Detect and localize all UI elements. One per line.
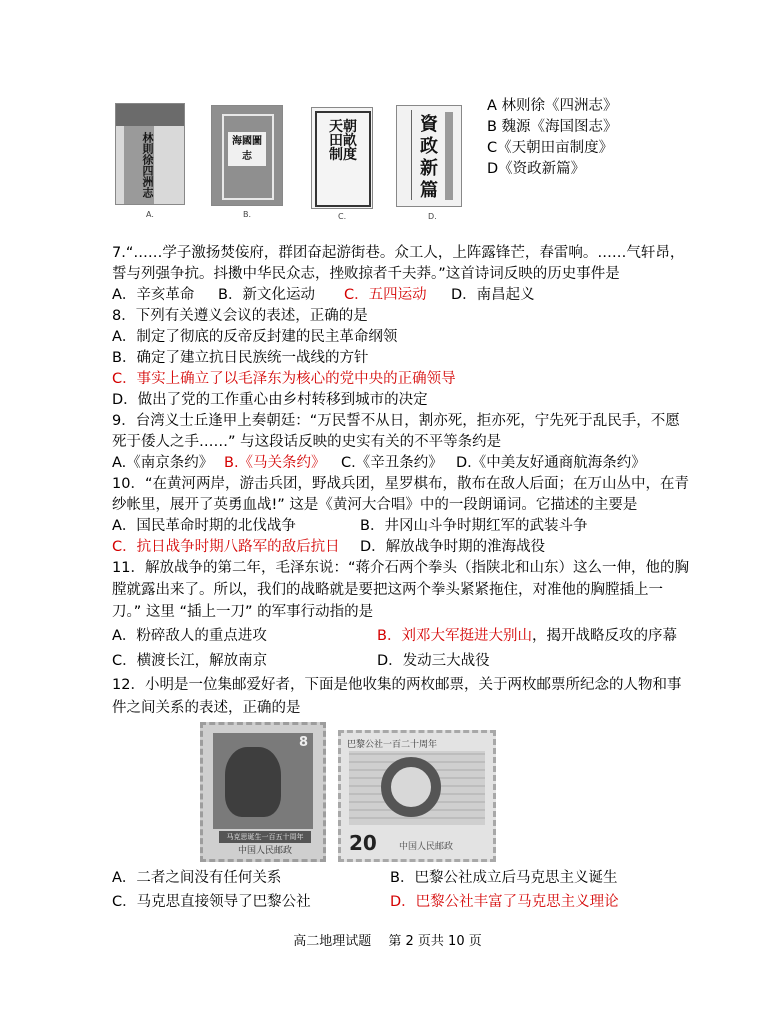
book-d-title: 資政新篇 bbox=[420, 114, 438, 201]
book-cover-c bbox=[311, 107, 373, 209]
q7-option-c-answer: C．五四运动 bbox=[344, 287, 427, 303]
stamp-marx bbox=[200, 722, 326, 862]
caption-a: A. bbox=[146, 210, 154, 219]
q12-stem-line1: 12．小明是一位集邮爱好者，下面是他收集的两枚邮票，关于两枚邮票所纪念的人物和事 bbox=[112, 677, 682, 693]
caption-c: C. bbox=[338, 212, 347, 221]
caption-b: B. bbox=[243, 210, 252, 219]
q11-option-d: D．发动三大战役 bbox=[377, 653, 490, 669]
q10-stem-line2: 纱帐里，展开了英勇血战!” 这是《黄河大合唱》中的一段朗诵词。它描述的主要是 bbox=[112, 497, 638, 513]
book-b-title: 海國圖志 bbox=[232, 136, 262, 162]
q11-stem-line2: 膛就露出来了。所以，我们的战略就是要把这两个拳头紧紧拖住，对准他的胸膛插上一 bbox=[112, 582, 663, 598]
wreath-icon bbox=[381, 757, 441, 817]
q10-option-c-answer: C．抗日战争时期八路军的敌后抗日 bbox=[112, 539, 340, 555]
q11-option-b-rest: ，揭开战略反攻的序幕 bbox=[531, 628, 677, 644]
book-a-title: 林則徐四洲志 bbox=[141, 132, 154, 198]
q9-option-a: A.《南京条约》 bbox=[112, 455, 214, 471]
q6-option-d: D《资政新篇》 bbox=[487, 161, 586, 177]
q9-option-c: C.《辛丑条约》 bbox=[341, 455, 443, 471]
stamp2-title: 巴黎公社一百二十周年 bbox=[347, 740, 438, 750]
book-cover-b bbox=[211, 105, 283, 206]
q10-option-d: D．解放战争时期的淮海战役 bbox=[360, 539, 546, 555]
book-cover-d bbox=[396, 105, 462, 207]
q7-stem-line1: 7.“……学子激扬焚侫府，群团奋起游街巷。众工人，上阵露锋芒，春雷响。……气轩昂， bbox=[112, 245, 685, 261]
marx-portrait-icon bbox=[225, 747, 281, 817]
q10-option-b: B．井冈山斗争时期红军的武装斗争 bbox=[360, 518, 588, 534]
stamp1-caption: 马克思诞生一百五十周年 bbox=[219, 831, 311, 843]
q8-option-b: B．确定了建立抗日民族统一战线的方针 bbox=[112, 350, 369, 366]
q11-stem-line1: 11．解放战争的第二年，毛泽东说：“蒋介石两个拳头（指陕北和山东）这么一伸，他的胸 bbox=[112, 560, 689, 576]
stamp1-country: 中国人民邮政 bbox=[237, 846, 292, 856]
q9-option-d: D.《中美友好通商航海条约》 bbox=[456, 455, 646, 471]
q12-option-c: C．马克思直接领导了巴黎公社 bbox=[112, 894, 311, 910]
q11-option-b-answer: B．刘邓大军挺进大别山 bbox=[377, 628, 532, 644]
q11-option-a: A．粉碎敌人的重点进攻 bbox=[112, 628, 267, 644]
q9-stem-line2: 死于倭人之手……” 与这段话反映的史实有关的不平等条约是 bbox=[112, 434, 502, 450]
q11-option-b bbox=[377, 626, 677, 646]
q8-option-c-answer: C．事实上确立了以毛泽东为核心的党中央的正确领导 bbox=[112, 371, 456, 387]
q9-option-b-answer: B.《马关条约》 bbox=[224, 455, 326, 471]
q12-option-a: A．二者之间没有任何关系 bbox=[112, 870, 282, 886]
stamp2-country: 中国人民邮政 bbox=[399, 842, 454, 852]
page-footer: 高二地理试题 第 2 页共 10 页 bbox=[293, 934, 482, 949]
q8-option-a: A．制定了彻底的反帝反封建的民主革命纲领 bbox=[112, 329, 398, 345]
q7-option-a: A．辛亥革命 bbox=[112, 287, 195, 303]
q12-option-d-answer: D．巴黎公社丰富了马克思主义理论 bbox=[390, 894, 619, 910]
q7-stem-line2: 誓与列强争抗。抖擞中华民众志，挫败掠者千夫莽。”这首诗词反映的历史事件是 bbox=[112, 266, 620, 282]
q9-stem-line1: 9．台湾义士丘逢甲上奏朝廷：“万民誓不从日，割亦死，拒亦死，宁先死于乱民手，不愿 bbox=[112, 413, 680, 429]
q11-stem-line3: 刀。” 这里 “插上一刀” 的军事行动指的是 bbox=[112, 604, 374, 620]
q10-stem-line1: 10．“在黄河两岸，游击兵团，野战兵团，星罗棋布，散布在敌人后面；在万山丛中，在青 bbox=[112, 476, 689, 492]
stamp2-denomination: 20 bbox=[349, 831, 377, 855]
q6-option-c: C《天朝田亩制度》 bbox=[487, 140, 614, 156]
q6-option-a: A 林则徐《四洲志》 bbox=[487, 98, 618, 114]
q11-option-c: C．横渡长江，解放南京 bbox=[112, 653, 268, 669]
q7-option-d: D．南昌起义 bbox=[451, 287, 535, 303]
q10-option-a: A．国民革命时期的北伐战争 bbox=[112, 518, 296, 534]
q7-option-b: B．新文化运动 bbox=[218, 287, 315, 303]
q12-stem-line2: 件之间关系的表述，正确的是 bbox=[112, 700, 301, 716]
book-c-title: 天朝田畝制度 bbox=[329, 119, 357, 163]
stamp1-denomination: 8 bbox=[299, 735, 309, 750]
q12-option-b: B．巴黎公社成立后马克思主义诞生 bbox=[390, 870, 618, 886]
q8-option-d: D．做出了党的工作重心由乡村转移到城市的决定 bbox=[112, 392, 428, 408]
caption-d: D. bbox=[428, 212, 437, 221]
stamp-paris-commune bbox=[338, 730, 496, 862]
book-cover-a bbox=[115, 103, 185, 205]
q8-stem: 8．下列有关遵义会议的表述，正确的是 bbox=[112, 308, 368, 324]
q6-option-b: B 魏源《海国图志》 bbox=[487, 119, 618, 135]
